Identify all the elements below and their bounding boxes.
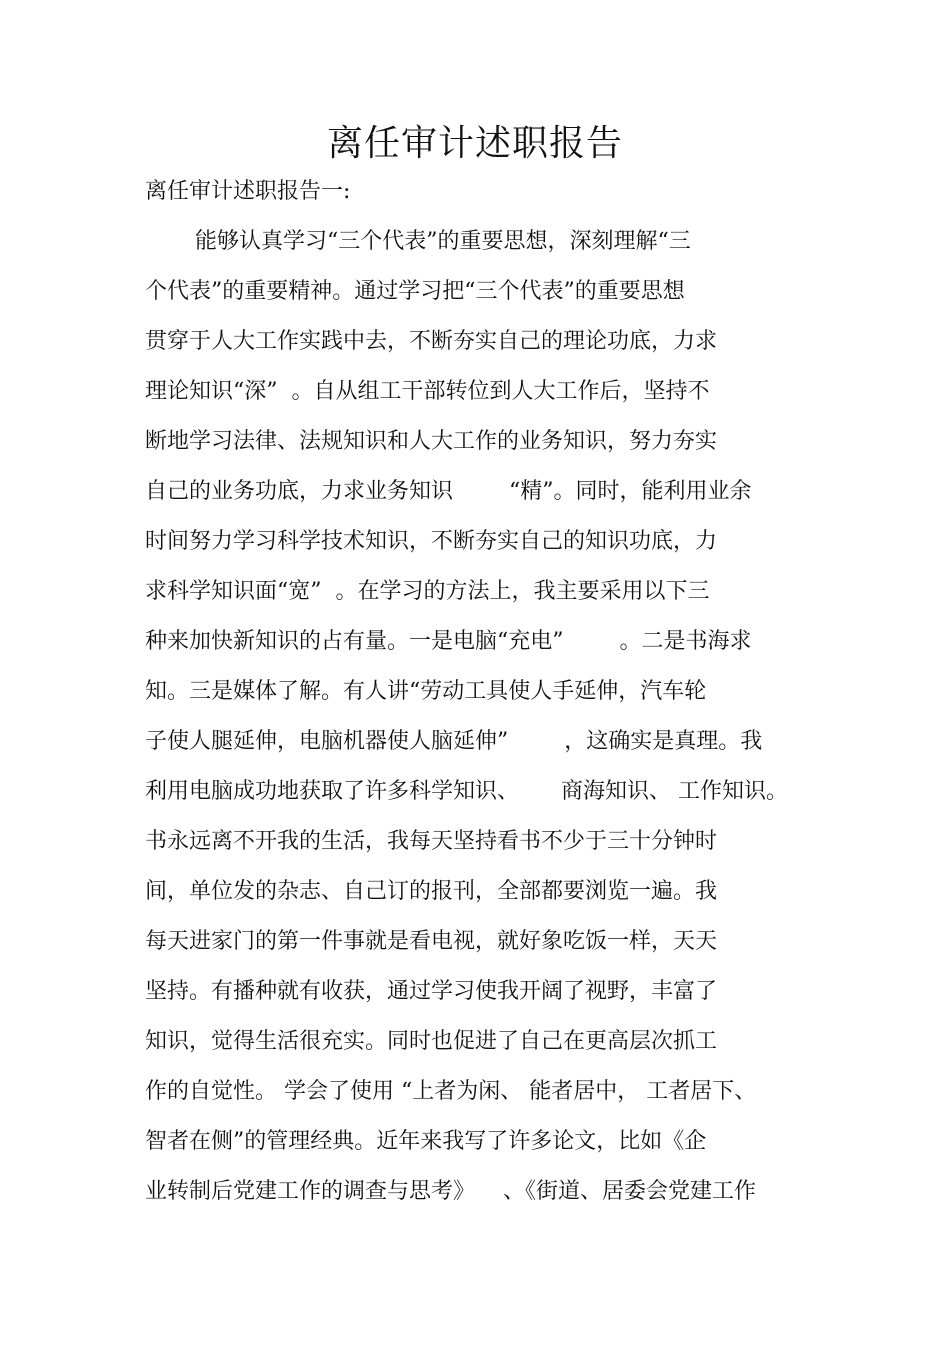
text-line: 书永远离不开我的生活，我每天坚持看书不少于三十分钟时 [145,829,718,854]
text-line: 坚持。有播种就有收获，通过学习使我开阔了视野，丰富了 [145,979,718,1004]
text-line: 时间努力学习科学技术知识，不断夯实自己的知识功底，力 [145,529,718,554]
text-line: 业转制后党建工作的调查与思考》 、《街道、居委会党建工作 [145,1179,756,1204]
text-line: 智者在侧”的管理经典。近年来我写了许多论文，比如《企 [145,1129,707,1154]
text-line: 种来加快新知识的占有量。一是电脑“充电” 。二是书海求 [145,629,752,654]
text-line: 理论知识“深” 。自从组工干部转位到人大工作后，坚持不 [145,379,710,404]
text-line: 间，单位发的杂志、自己订的报刊，全部都要浏览一遍。我 [145,879,718,904]
text-line: 自己的业务功底，力求业务知识 “精”。同时，能利用业余 [145,479,752,504]
body-text [145,222,805,1222]
text-line: 作的自觉性。 学会了使用 “上者为闲、 能者居中， 工者居下、 [145,1079,757,1104]
text-line: 贯穿于人大工作实践中去，不断夯实自己的理论功底，力求 [145,329,718,354]
text-line: 断地学习法律、法规知识和人大工作的业务知识，努力夯实 [145,429,718,454]
text-line: 知。三是媒体了解。有人讲“劳动工具使人手延伸，汽车轮 [145,679,707,704]
text-line: 子使人腿延伸，电脑机器使人脑延伸” ，这确实是真理。我 [145,729,763,754]
text-line: 个代表”的重要精神。通过学习把“三个代表”的重要思想 [145,279,685,304]
section-heading: 离任审计述职报告一: [145,179,351,204]
document-title: 离任审计述职报告 [326,123,623,164]
text-line: 能够认真学习“三个代表”的重要思想，深刻理解“三 [195,229,691,254]
text-line: 知识，觉得生活很充实。同时也促进了自己在更高层次抓工 [145,1029,718,1054]
text-line: 求科学知识面“宽” 。在学习的方法上，我主要采用以下三 [145,579,710,604]
text-line: 每天进家门的第一件事就是看电视，就好象吃饭一样，天天 [145,929,718,954]
text-line: 利用电脑成功地获取了许多科学知识、 商海知识、 工作知识。 [145,779,788,804]
